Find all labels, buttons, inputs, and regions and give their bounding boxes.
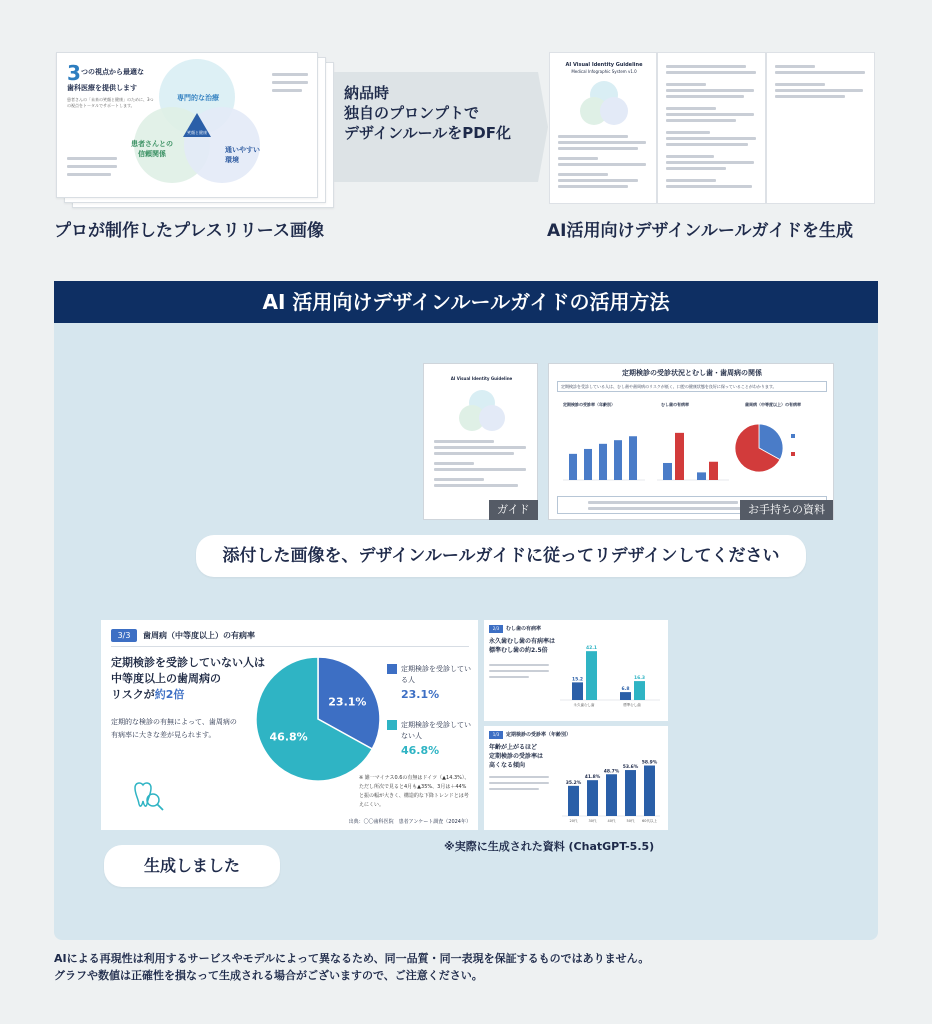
legend-value-b — [401, 744, 439, 757]
guide-thumbnail — [423, 363, 538, 520]
disclaimer — [54, 950, 649, 984]
side-bottom-headline — [489, 743, 543, 770]
x-tick-1: 永久歯むし歯 — [573, 703, 595, 707]
mat-bar-1 — [569, 454, 577, 480]
bar-label-2-1: 6.8 — [621, 687, 630, 693]
press-number: 3 — [67, 61, 81, 85]
result-side-bottom — [484, 726, 668, 830]
side-bottom-chart — [554, 736, 664, 826]
legend-value-a-text: 23.1% — [401, 688, 440, 701]
result-header-rule — [111, 646, 469, 647]
bar-label-2-2: 16.3 — [633, 676, 646, 682]
bar-label-4: 53.6% — [622, 765, 639, 771]
generated-footnote: ※実際に生成された資料 (ChatGPT-5.5) — [444, 840, 655, 853]
result-side-top — [484, 620, 668, 721]
circle-label-1: 専門的な治療 — [177, 94, 219, 102]
bar-label-1: 35.2% — [565, 780, 582, 786]
press-release-image — [56, 52, 318, 198]
x-tick-4: 50代 — [626, 819, 635, 823]
circle-label-2: 患者さんとの信頼関係 — [131, 140, 173, 158]
press-title-1: つの視点から最適な — [81, 68, 144, 76]
result-badge: 3/3 — [111, 629, 137, 642]
done-bubble: 生成しました — [104, 845, 280, 887]
mat-bar-2 — [584, 449, 592, 480]
material-chart2-title: むし歯の有病率 — [661, 402, 689, 407]
bar-2-2 — [634, 681, 645, 700]
side-top-headline — [489, 637, 555, 655]
bar-3 — [606, 774, 617, 816]
material-chart3-title: 歯周病（中等度以上）の有病率 — [745, 402, 801, 407]
legend-value-a — [401, 688, 439, 701]
legend-swatch-b — [387, 720, 397, 730]
press-title-2: 歯科医療を提供します — [67, 84, 137, 92]
mat-legend-b — [791, 452, 795, 456]
arrow-line-1: 納品時 — [344, 84, 390, 102]
guide-thumb-venn-2 — [444, 388, 519, 433]
x-tick-2: 標準むし歯 — [623, 703, 641, 707]
material-charts — [549, 408, 835, 494]
disclaimer-line-1: AIによる再現性は利用するサービスやモデルによって異なるため、同一品質・同一表現を保証するものではありません。 — [54, 952, 650, 965]
arrow-tip — [538, 72, 548, 182]
panel-title: AI 活用向けデザインルールガイドの活用方法 — [54, 281, 878, 323]
venn-diagram — [127, 57, 267, 197]
guide-page-2 — [657, 52, 766, 204]
material-title: 定期検診の受診状況とむし歯・歯周病の関係 — [622, 369, 762, 377]
guide-page-1 — [549, 52, 657, 204]
side-bottom-headline-2: 定期検診の受診率は — [489, 753, 544, 760]
bar-label-1-2: 42.1 — [585, 646, 598, 652]
result-headline-3 — [111, 687, 265, 703]
x-tick-1: 20代 — [569, 819, 578, 823]
circle-label-3: 通いやすい環境 — [225, 146, 260, 164]
result-headline — [111, 655, 265, 703]
mat-gbar-1-2 — [675, 433, 684, 480]
legend-swatch-a — [387, 664, 397, 674]
bar-1 — [568, 786, 579, 816]
press-body: 患者さんの「未来の笑顔と健康」のために、3つの視点をトータルでサポートします。 — [67, 97, 154, 108]
arrow-line-2: 独自のプロンプトで — [344, 104, 480, 122]
bar-5 — [644, 766, 655, 816]
legend-label-a: 定期検診を受診している人 — [401, 665, 471, 684]
guide-caption: AI活用向けデザインルールガイドを生成 — [547, 221, 854, 241]
mat-gbar-2-1 — [697, 472, 706, 480]
result-source: 出典：〇〇歯科医院 患者アンケート調査（2024年） — [348, 819, 471, 825]
mat-bar-4 — [614, 440, 622, 480]
side-top-header: むし歯の有病率 — [506, 626, 542, 632]
tooth-search-icon — [129, 780, 169, 814]
pie-chart — [253, 654, 383, 784]
material-chart1-title: 定期検診の受診率（年齢別） — [563, 402, 615, 407]
side-top-chart — [554, 630, 664, 716]
side-top-badge: 2/3 — [489, 625, 503, 633]
pie-slice-label-2: 46.8% — [269, 730, 308, 744]
result-body: 定期的な検診の有無によって、歯周病の有病率に大きな差が見られます。 — [111, 718, 237, 739]
result-header: 歯周病（中等度以上）の有病率 — [143, 631, 255, 640]
side-bottom-headline-3: 高くなる傾向 — [489, 762, 526, 769]
result-headline-1: 定期検診を受診していない人は — [111, 656, 265, 669]
material-thumbnail — [548, 363, 834, 520]
bar-2 — [587, 780, 598, 816]
bar-2-1 — [620, 692, 631, 700]
side-bottom-header: 定期検診の受診率（年齢別） — [506, 732, 572, 738]
bar-label-2: 41.8% — [584, 775, 601, 781]
center-label: 笑顔と健康 — [187, 130, 207, 135]
bar-label-1-1: 15.2 — [571, 677, 584, 683]
guide-subtitle: Medical Infographic System v1.0 — [571, 69, 637, 74]
bar-1-1 — [572, 682, 583, 700]
prompt-bubble: 添付した画像を、デザインルールガイドに従ってリデザインしてください — [196, 535, 806, 577]
side-top-headline-1: 永久歯むし歯の有病率は — [489, 638, 556, 645]
mat-bar-5 — [629, 436, 637, 480]
arrow-text — [344, 83, 534, 143]
side-top-headline-2: 標準むし歯の約2.5倍 — [489, 647, 548, 654]
bar-label-5: 58.9% — [641, 760, 658, 766]
side-bottom-headline-1: 年齢が上がるほど — [489, 744, 538, 751]
result-headline-2: 中等度以上の歯周病の — [111, 672, 221, 685]
result-headline-3a: リスクが — [111, 688, 155, 701]
guide-thumb-venn — [568, 79, 640, 127]
tag-material: お手持ちの資料 — [740, 500, 833, 520]
press-caption: プロが制作したプレスリリース画像 — [54, 221, 324, 241]
result-main-slide — [101, 620, 478, 830]
x-tick-3: 40代 — [607, 819, 616, 823]
bar-label-3: 48.7% — [603, 769, 620, 775]
material-lead: 定期検診を受診している人は、むし歯や歯周病のリスクが低く、口腔の健康状態を良好に保っていることがわかります。 — [557, 381, 827, 392]
tag-guide: ガイド — [489, 500, 538, 520]
result-headline-3b: 約2倍 — [154, 688, 185, 701]
guide-page-3 — [766, 52, 875, 204]
arrow-line-3: デザインルールをPDF化 — [344, 124, 511, 142]
legend-value-b-text: 46.8% — [401, 744, 440, 757]
bar-1-2 — [586, 651, 597, 700]
bar-4 — [625, 770, 636, 816]
mat-gbar-1-1 — [663, 463, 672, 480]
mat-bar-3 — [599, 444, 607, 480]
guide-title: AI Visual Identity Guideline — [565, 62, 643, 68]
x-tick-2: 30代 — [588, 819, 597, 823]
x-tick-5: 60代以上 — [642, 819, 657, 823]
legend-label-b: 定期検診を受診していない人 — [401, 721, 471, 740]
disclaimer-line-2: グラフや数値は正確性を損なって生成される場合がございますので、ご注意ください。 — [54, 969, 483, 982]
result-note: ※ 雑一マイナス0.6の有無はドイツ（▲14.3%）、ただし所次で見ると4月も▲35%、3月は＋44%と振の幅が大きく、構造的な下降トレンドとは考えにくい。 — [359, 775, 470, 808]
pie-slice-label-1: 23.1% — [328, 695, 367, 709]
mat-legend-a — [791, 434, 795, 438]
side-bottom-badge: 1/3 — [489, 731, 503, 739]
mat-gbar-2-2 — [709, 462, 718, 480]
guide-thumb-title: AI Visual Identity Guideline — [450, 376, 513, 381]
